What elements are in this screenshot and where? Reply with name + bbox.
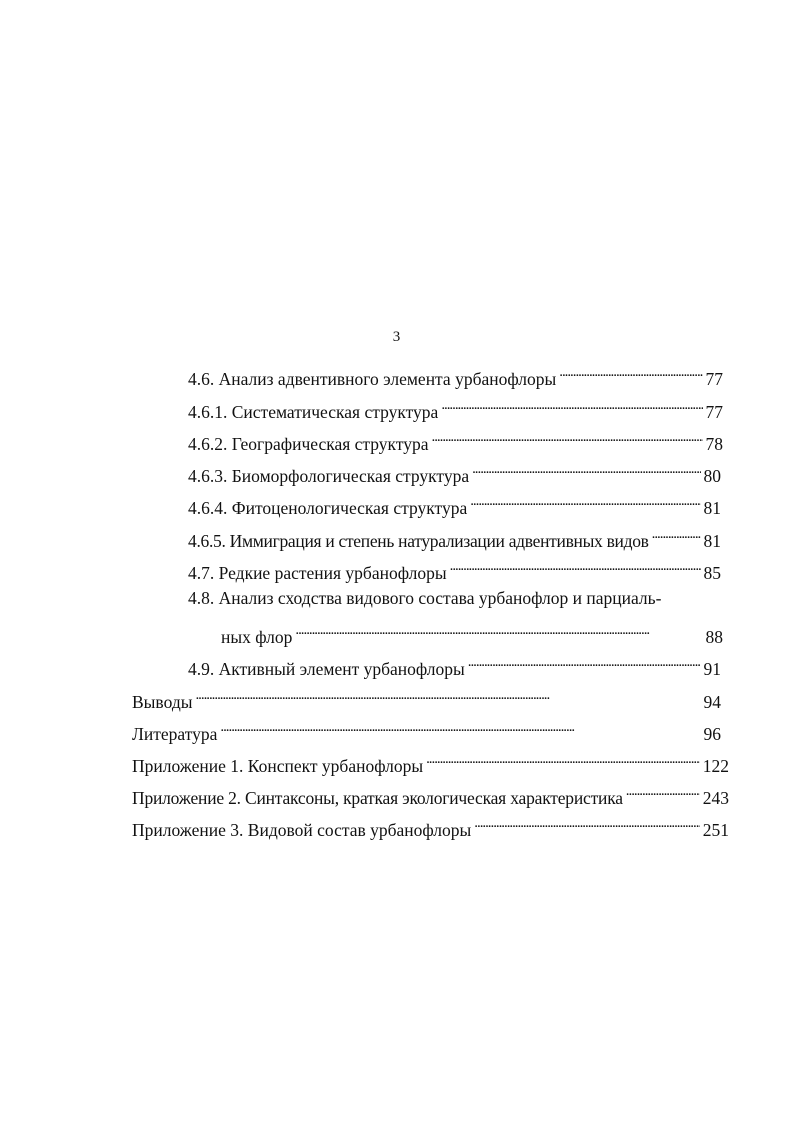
toc-entry-title: Литература [132, 724, 218, 744]
toc-entry-appendix-2[interactable] [132, 778, 729, 808]
toc-entry-4-8-line-1[interactable] [188, 585, 661, 611]
dot-leader [295, 617, 702, 643]
toc-entry-title: 4.8. Анализ сходства видового состава урбанофлор и парциаль- [188, 588, 662, 608]
toc-entry-page: 77 [705, 402, 723, 422]
toc-entry-title: Приложение 2. Синтаксоны, краткая экологическая характеристика [132, 788, 623, 808]
toc-entry-title: 4.6.1. Систематическая структура [188, 402, 439, 422]
toc-entry-title: 4.6.5. Иммиграция и степень натурализации адвентивных видов [188, 531, 649, 551]
toc-entry-page: 81 [703, 531, 721, 551]
toc-entry-appendix-1[interactable] [132, 746, 729, 776]
toc-entry-title: Приложение 3. Видовой состав урбанофлоры [132, 820, 472, 840]
toc-entry-page: 81 [703, 498, 721, 518]
dot-leader [626, 778, 700, 804]
toc-entry-literature[interactable] [132, 714, 721, 744]
toc-entry-title: 4.6.4. Фитоценологическая структура [188, 498, 468, 518]
dot-leader [432, 424, 703, 450]
toc-entry-title: 4.6. Анализ адвентивного элемента урбанофлоры [188, 369, 557, 389]
toc-entry-page: 122 [702, 756, 729, 776]
toc-entry-title-continued: ных флор [221, 627, 293, 647]
toc-entry-title: Приложение 1. Конспект урбанофлоры [132, 756, 424, 776]
toc-entry-4-6-2[interactable] [188, 424, 723, 454]
toc-entry-4-8-line-2[interactable] [221, 617, 723, 647]
toc-entry-title: 4.6.2. Географическая структура [188, 434, 429, 454]
dot-leader [472, 456, 700, 482]
toc-entry-page: 243 [702, 788, 729, 808]
toc-entry-page: 88 [705, 627, 723, 647]
dot-leader [474, 810, 699, 836]
dot-leader [426, 746, 700, 772]
dot-leader [450, 553, 701, 579]
toc-entry-4-6-5[interactable] [188, 521, 721, 551]
toc-entry-page: 91 [703, 659, 721, 679]
toc-entry-title: 4.7. Редкие растения урбанофлоры [188, 563, 447, 583]
dot-leader [652, 521, 701, 547]
dot-leader [470, 488, 700, 514]
toc-entry-4-6-4[interactable] [188, 488, 721, 518]
toc-entry-4-7[interactable] [188, 553, 721, 583]
toc-entry-4-6[interactable] [188, 359, 723, 389]
page-number: 3 [392, 329, 401, 345]
toc-entry-4-6-3[interactable] [188, 456, 721, 486]
dot-leader [195, 682, 700, 708]
dot-leader [441, 392, 702, 418]
dot-leader [468, 649, 701, 675]
toc-entry-page: 80 [703, 466, 721, 486]
dot-leader [220, 714, 700, 740]
toc-entry-page: 78 [705, 434, 723, 454]
dot-leader [559, 359, 702, 385]
toc-entry-4-9[interactable] [188, 649, 721, 679]
toc-entry-page: 77 [705, 369, 723, 389]
toc-entry-page: 94 [703, 692, 721, 712]
toc-entry-title: 4.6.3. Биоморфологическая структура [188, 466, 470, 486]
toc-entry-page: 85 [703, 563, 721, 583]
toc-entry-4-6-1[interactable] [188, 392, 723, 422]
toc-entry-title: Выводы [132, 692, 193, 712]
toc-entry-page: 251 [702, 820, 729, 840]
toc-entry-title: 4.9. Активный элемент урбанофлоры [188, 659, 465, 679]
toc-entry-conclusions[interactable] [132, 682, 721, 712]
toc-entry-page: 96 [703, 724, 721, 744]
toc-entry-appendix-3[interactable] [132, 810, 729, 840]
